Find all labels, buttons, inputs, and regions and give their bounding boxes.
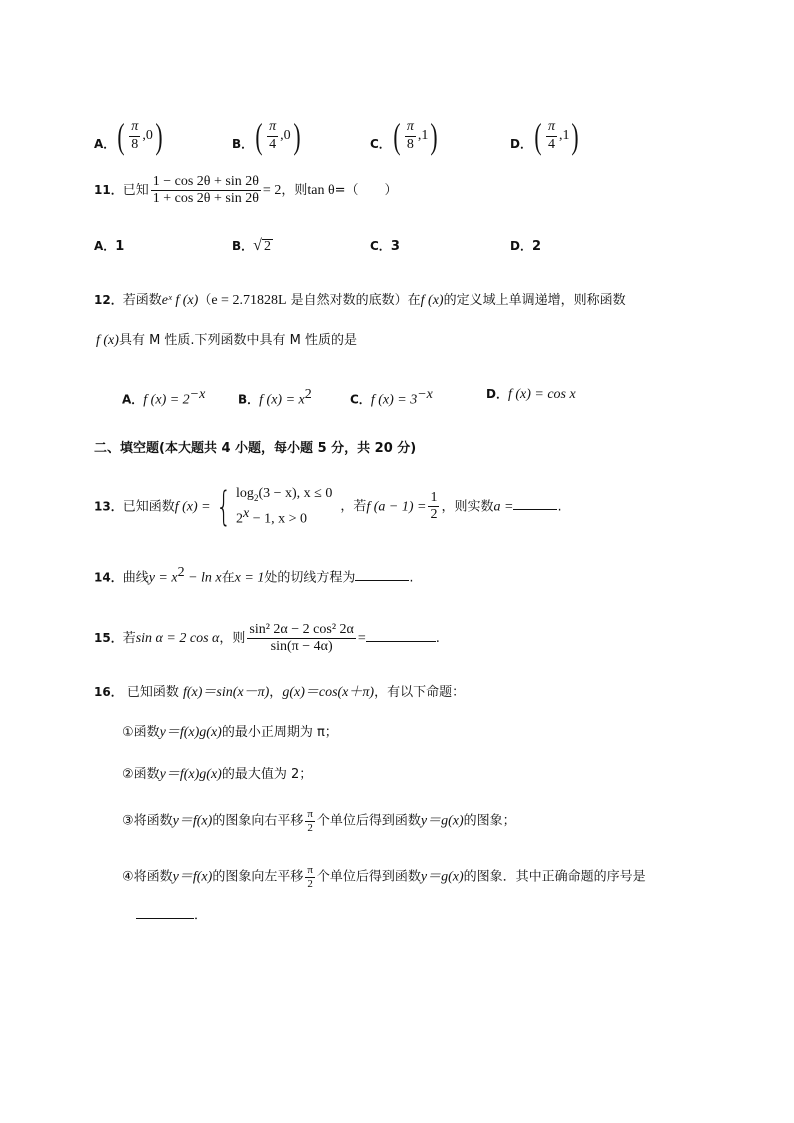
option-label: D．	[486, 387, 508, 401]
frac-num: π	[267, 119, 278, 136]
prop-text: 个单位后得到函数	[316, 813, 421, 829]
pair-second: 0	[145, 128, 153, 143]
q14-middle: 在	[221, 570, 235, 586]
q16-proposition-3	[122, 808, 516, 834]
q15-cond: sin α = 2 cos α	[135, 631, 220, 647]
q10-option-d	[510, 118, 581, 154]
q12-line2-text: 具有 M 性质.下列函数中具有 M 性质的是	[118, 333, 358, 348]
question-12-line1	[94, 294, 626, 308]
prop-expr: y＝f(x)	[172, 869, 213, 885]
q13-var: a =	[493, 499, 514, 515]
frac-den: 2	[430, 507, 438, 523]
q12-expr: eˣ f (x)	[161, 293, 199, 308]
answer-blank[interactable]	[136, 906, 194, 919]
question-11	[94, 174, 398, 207]
option-label: B．	[232, 239, 254, 253]
prop-fraction	[305, 808, 315, 834]
pair-second: 1	[562, 128, 570, 143]
radicand: 2	[263, 239, 271, 254]
q12-option-d	[486, 388, 576, 402]
q16-proposition-4	[122, 864, 646, 890]
prop-text: 的图象．其中正确命题的序号是	[463, 869, 646, 885]
q15-middle: ，则	[219, 631, 246, 647]
option-expr: f (x) = 3	[370, 392, 418, 408]
question-number: 11．	[94, 183, 123, 198]
option-exponent: −x	[189, 387, 206, 402]
prop-text: 的最小正周期为 π；	[221, 725, 338, 740]
prop-text: ①函数	[122, 725, 160, 740]
prop-text: 个单位后得到函数	[316, 869, 421, 885]
question-number: 13．	[94, 499, 123, 514]
q13-fx: f (x) =	[174, 499, 211, 515]
option-label: C．	[350, 392, 371, 407]
q11-suffix: =（ ）	[334, 183, 398, 199]
q10-option-b	[232, 118, 303, 154]
q16-intro-a: 已知函数	[122, 685, 183, 700]
radical-sign: √	[253, 237, 262, 254]
sqrt-expr	[253, 238, 273, 254]
prop-text: 的最大值为 2；	[221, 767, 313, 782]
case-1-rest: (3 − x), x ≤ 0	[258, 486, 333, 501]
frac-num: π	[129, 119, 140, 136]
prop-text: ②函数	[122, 767, 160, 782]
q11-option-d	[510, 240, 541, 253]
q16-f-def: f(x)＝sin(x－π)	[182, 685, 270, 700]
q12-options-row	[122, 388, 642, 408]
answer-blank[interactable]	[366, 629, 436, 642]
prop-text: ④将函数	[122, 869, 173, 885]
q12-e-value: e = 2.71828L	[211, 293, 287, 308]
prop-expr: y＝g(x)	[420, 869, 464, 885]
point-pair: ( $\frac{\pi}{8}$ , 0 )	[117, 116, 163, 156]
question-15	[94, 622, 440, 655]
question-13	[94, 484, 562, 530]
q14-x: x = 1	[234, 570, 265, 586]
question-number: 16．	[94, 685, 123, 699]
pair-second: 1	[421, 128, 429, 143]
answer-blank[interactable]	[513, 497, 557, 510]
case-log: log	[236, 486, 254, 501]
frac-den: 1 + cos 2θ + sin 2θ	[152, 191, 259, 207]
option-label: D．	[510, 239, 532, 253]
question-12-line2	[96, 334, 357, 348]
q13-suffix: ，则实数	[441, 499, 494, 515]
q11-prefix: 已知	[122, 183, 149, 199]
pair-second: 0	[283, 128, 291, 143]
q15-fraction	[247, 622, 355, 655]
prop-expr: y＝g(x)	[420, 813, 464, 829]
q12-option-b	[238, 388, 312, 407]
option-label: A．	[94, 239, 116, 253]
q11-options-row	[94, 238, 654, 260]
option-label: A．	[122, 392, 144, 407]
case-1	[236, 484, 332, 504]
q11-tan: tan θ	[307, 183, 335, 199]
q14-suffix: 处的切线方程为	[264, 570, 356, 586]
piecewise-cases	[236, 484, 332, 530]
q13-f-expr: f (a − 1) =	[366, 499, 427, 515]
frac-den: 8	[131, 136, 139, 152]
q10-option-c	[370, 118, 440, 154]
q12-option-c	[350, 388, 433, 407]
q12-text-d: 的定义域上单调递增，则称函数	[443, 293, 626, 308]
q13-fraction	[428, 490, 439, 523]
option-expr: f (x) = x	[259, 392, 305, 408]
prop-expr: y＝f(x)	[172, 813, 213, 829]
prop-text: 的图象；	[463, 813, 516, 829]
frac-num: π	[307, 808, 313, 820]
q14-prefix: 曲线	[122, 570, 149, 586]
option-value: 1	[115, 239, 125, 254]
option-label: B．	[238, 392, 260, 407]
option-label: C．	[370, 239, 391, 253]
q11-option-b	[232, 238, 273, 254]
answer-blank[interactable]	[355, 568, 409, 581]
q13-prefix: 已知函数	[122, 499, 175, 515]
q15-equals: =	[357, 631, 366, 647]
point-pair: ( $\frac{\pi}{8}$ , 1 )	[393, 116, 438, 156]
frac-den: 8	[406, 136, 414, 152]
case-2-rest: − 1, x > 0	[249, 512, 308, 528]
option-label: A．	[94, 137, 116, 151]
frac-den: 2	[307, 821, 313, 834]
option-label: B．	[232, 137, 254, 151]
prop-text: ③将函数	[122, 813, 173, 829]
q16-end: ．	[194, 908, 208, 923]
q12-option-a	[122, 388, 205, 407]
case-log-base: 2	[253, 492, 259, 503]
frac-den: 4	[547, 136, 555, 152]
prop-text: 的图象向右平移	[212, 813, 304, 829]
prop-fraction	[305, 864, 315, 890]
q12-text-b: （	[198, 293, 212, 308]
frac-den: sin(π − 4α)	[270, 639, 333, 655]
prop-expr: y＝f(x)g(x)	[159, 725, 222, 740]
q16-proposition-2	[122, 768, 312, 782]
q16-g-def: g(x)＝cos(x＋π)	[282, 685, 375, 700]
question-number: 14．	[94, 570, 123, 585]
option-exponent: −x	[417, 387, 433, 402]
frac-num: sin² 2α − 2 cos² 2α	[247, 622, 355, 639]
q11-middle: ，则	[281, 183, 308, 199]
option-expr: f (x) = 2	[143, 392, 190, 408]
option-exponent: 2	[304, 387, 312, 402]
q12-text-c: 是自然对数的底数）在	[286, 293, 421, 308]
q16-sep: ，	[269, 685, 283, 700]
left-brace: {	[215, 483, 231, 530]
prop-text: 的图象向左平移	[212, 869, 304, 885]
question-16-intro	[94, 686, 465, 700]
option-value: 3	[390, 239, 400, 254]
q10-option-a	[94, 118, 165, 154]
section-title: 二、填空题(本大题共 4 小题，每小题 5 分，共 20 分)	[94, 441, 417, 456]
q13-middle: ，若	[340, 499, 367, 515]
q11-option-a	[94, 240, 124, 253]
point-pair: ( $\frac{\pi}{4}$ , 0 )	[255, 116, 301, 156]
q16-proposition-1	[122, 726, 338, 740]
case-2	[236, 504, 332, 529]
q12-text-a: 若函数	[122, 293, 162, 308]
question-number: 15．	[94, 631, 123, 646]
option-expr: f (x) = cos x	[507, 387, 576, 402]
q16-answer-line	[136, 906, 207, 922]
point-pair: ( $\frac{\pi}{4}$ , 1 )	[534, 116, 580, 156]
q11-option-c	[370, 240, 400, 253]
frac-den: 4	[269, 136, 277, 152]
option-label: D．	[510, 137, 532, 151]
q11-equals: = 2	[262, 183, 282, 199]
option-label: C．	[370, 137, 391, 151]
q14-end: .	[409, 570, 414, 586]
q14-expr: y = x	[148, 570, 178, 586]
question-number: 12．	[94, 293, 123, 307]
question-14	[94, 566, 414, 585]
q14-expr-rest: − ln x	[184, 570, 222, 586]
q12-fx: f (x)	[420, 293, 444, 308]
q13-end: .	[557, 499, 562, 515]
q14-exp: 2	[177, 565, 185, 580]
frac-den: 2	[307, 877, 313, 890]
case-2-base: 2	[236, 512, 244, 528]
q16-intro-b: ，有以下命题：	[374, 685, 466, 700]
prop-expr: y＝f(x)g(x)	[159, 767, 222, 782]
case-2-exp: x	[243, 506, 250, 522]
frac-num: π	[307, 864, 313, 876]
option-value: 2	[531, 239, 542, 254]
frac-num: π	[546, 119, 557, 136]
q11-fraction	[151, 174, 261, 207]
q10-options-row	[94, 106, 654, 156]
frac-num: 1 − cos 2θ + sin 2θ	[151, 174, 261, 191]
frac-num: 1	[428, 490, 439, 507]
q15-prefix: 若	[122, 631, 136, 647]
q12-fx: f (x)	[96, 333, 119, 348]
frac-num: π	[405, 119, 416, 136]
q15-end: .	[435, 631, 440, 647]
